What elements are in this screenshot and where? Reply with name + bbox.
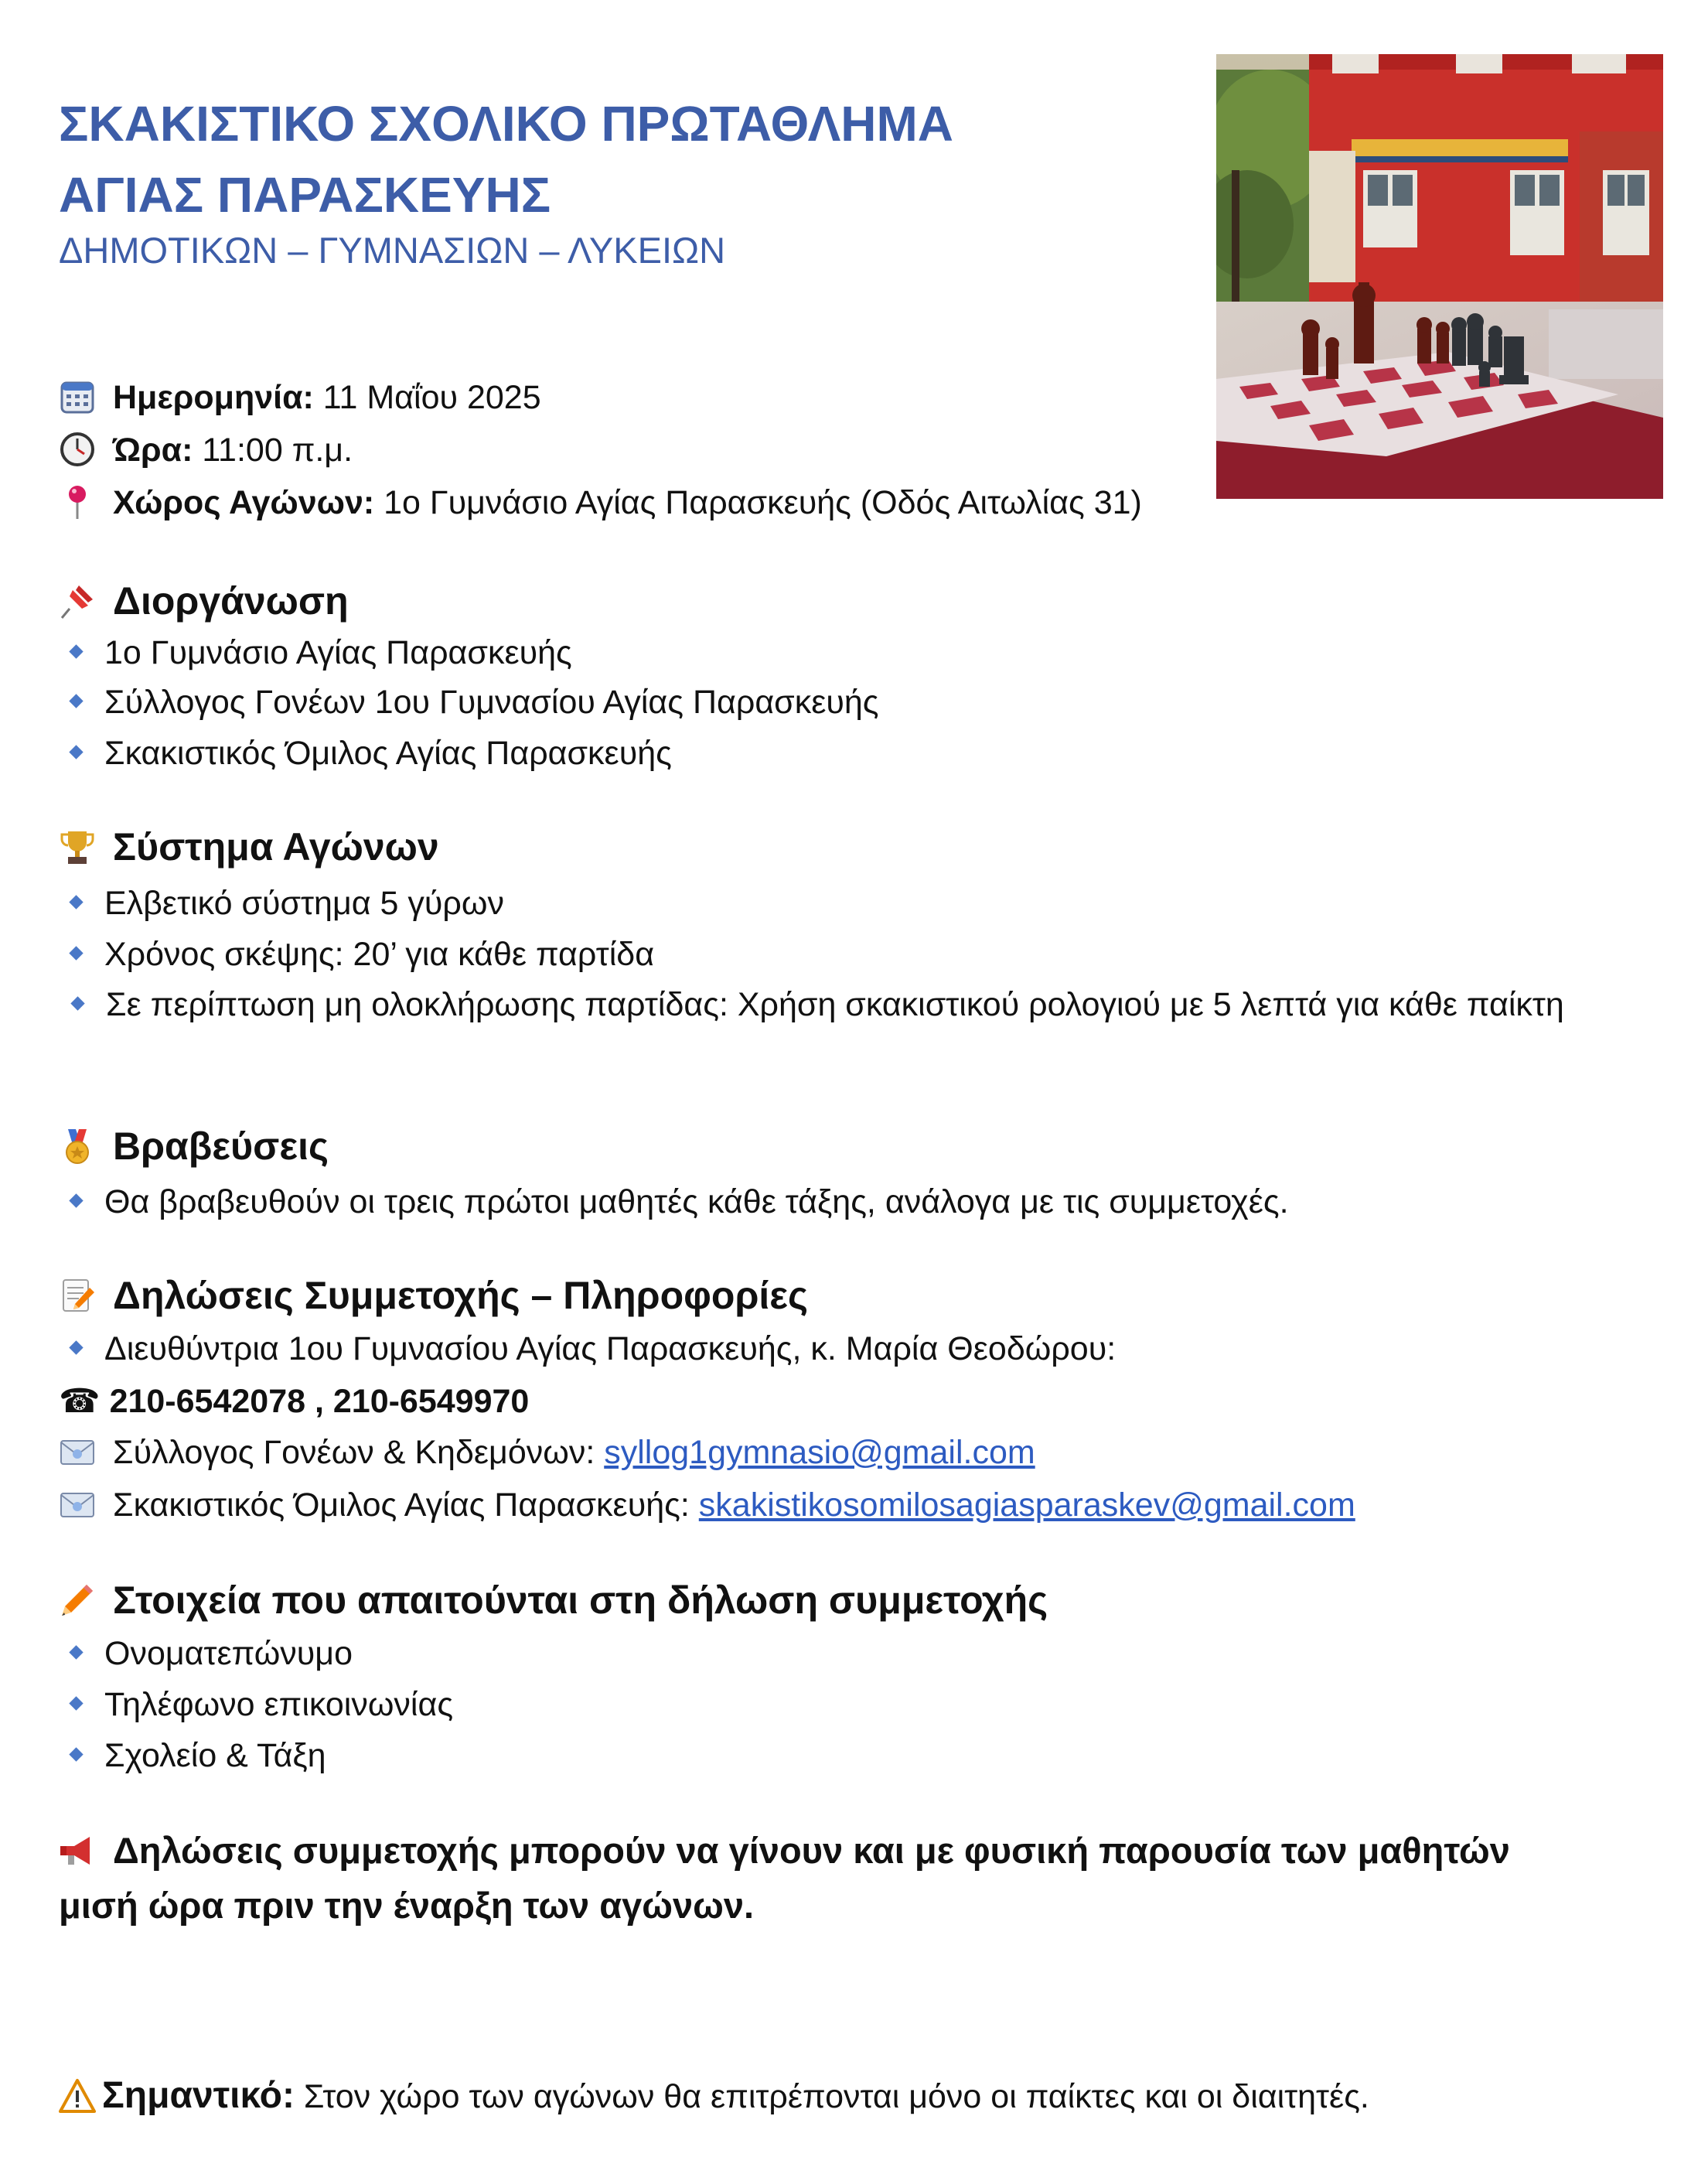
phone-numbers: 210-6542078 , 210-6549970 (109, 1383, 530, 1420)
clock-icon (59, 431, 96, 468)
list-item-text: Ονοματεπώνυμο (104, 1635, 353, 1672)
date-row (59, 379, 541, 418)
phone-row (59, 1383, 529, 1421)
list-item-text: Σκακιστικός Όμιλος Αγίας Παρασκευής (104, 735, 672, 772)
important-label: Σημαντικό: (102, 2075, 295, 2116)
medal-icon (59, 1128, 96, 1165)
time-label: Ώρα: (113, 432, 193, 469)
list-item-text: 1ο Γυμνάσιο Αγίας Παρασκευής (104, 634, 572, 671)
venue-row (59, 484, 1142, 524)
club-email-link[interactable]: skakistikosomilosagiasparaskev@gmail.com (698, 1486, 1355, 1524)
envelope-icon (59, 1433, 96, 1470)
page-subtitle: ΔΗΜΟΤΙΚΩΝ – ΓΥΜΝΑΣΙΩΝ – ΛΥΚΕΙΩΝ (59, 230, 726, 271)
list-item-text: Σύλλογος Γονέων 1ου Γυμνασίου Αγίας Παρασκευής (104, 684, 879, 721)
system-heading-text: Σύστημα Αγώνων (113, 825, 439, 869)
bullet-diamond-icon (69, 1747, 83, 1761)
pin-icon (59, 582, 96, 619)
memo-icon (59, 1277, 96, 1314)
list-item-wrapped (59, 981, 1567, 1029)
venue-label: Χώρος Αγώνων: (113, 484, 375, 521)
awards-heading (59, 1125, 329, 1168)
list-item-text: Χρόνος σκέψης: 20’ για κάθε παρτίδα (104, 936, 655, 973)
bullet-diamond-icon (69, 946, 83, 960)
bullet-diamond-icon (69, 1340, 83, 1354)
page-title-line2: ΑΓΙΑΣ ΠΑΡΑΣΚΕΥΗΣ (59, 167, 551, 223)
list-item (71, 1183, 1289, 1221)
bullet-diamond-icon (69, 745, 83, 759)
bullet-diamond-icon (69, 895, 83, 909)
list-item (71, 684, 879, 722)
awards-heading-text: Βραβεύσεις (113, 1125, 329, 1168)
organization-heading (59, 580, 349, 623)
club-label: Σκακιστικός Όμιλος Αγίας Παρασκευής: (113, 1486, 699, 1524)
list-item (71, 634, 572, 672)
parents-label: Σύλλογος Γονέων & Κηδεμόνων: (113, 1434, 605, 1471)
trophy-icon (59, 828, 96, 865)
megaphone-icon (59, 1832, 96, 1869)
warning-icon (59, 2077, 96, 2114)
list-item-text: Τηλέφωνο επικοινωνίας (104, 1686, 454, 1723)
list-item (71, 1330, 1116, 1368)
bullet-diamond-icon (69, 694, 83, 708)
announcement-text: Δηλώσεις συμμετοχής μπορούν να γίνουν και με φυσική παρουσία των μαθητών μισή ώρα πριν την έναρξη των αγώνων. (59, 1830, 1510, 1926)
school-chess-painting (1216, 54, 1663, 499)
registration-heading (59, 1275, 808, 1317)
important-note (59, 2074, 1369, 2118)
date-value: 11 Μαΐου 2025 (313, 379, 541, 416)
list-item (71, 1635, 353, 1673)
parents-email-row (59, 1434, 1035, 1473)
list-item (71, 936, 654, 974)
list-item (71, 1737, 326, 1775)
bullet-diamond-icon (69, 1645, 83, 1659)
venue-value: 1ο Γυμνάσιο Αγίας Παρασκευής (Οδός Αιτωλίας 31) (374, 484, 1142, 521)
list-item-text: Θα βραβευθούν οι τρεις πρώτοι μαθητές κάθε τάξης, ανάλογα με τις συμμετοχές. (104, 1183, 1289, 1220)
list-item-text: Σχολείο & Τάξη (104, 1737, 326, 1774)
club-email-row (59, 1486, 1355, 1526)
bullet-diamond-icon (70, 996, 84, 1010)
list-item (71, 885, 504, 923)
pushpin-icon (59, 483, 96, 520)
bullet-diamond-icon (69, 1193, 83, 1207)
telephone-icon: ☎ (59, 1383, 101, 1420)
bullet-diamond-icon (69, 644, 83, 658)
list-item-text: Σε περίπτωση μη ολοκλήρωσης παρτίδας: Χρήση σκακιστικού ρολογιού με 5 λεπτά για κάθε παίκτη (106, 986, 1564, 1023)
calendar-icon (59, 378, 96, 415)
date-label: Ημερομηνία: (113, 379, 314, 416)
organization-heading-text: Διοργάνωση (113, 579, 349, 623)
important-text: Στον χώρο των αγώνων θα επιτρέπονται μόνο οι παίκτες και οι διαιτητές. (294, 2078, 1369, 2115)
system-heading (59, 826, 439, 869)
bullet-diamond-icon (69, 1696, 83, 1710)
pencil-icon (59, 1582, 96, 1619)
announcement (59, 1824, 1597, 1933)
list-item-text: Διευθύντρια 1ου Γυμνασίου Αγίας Παρασκευής, κ. Μαρία Θεοδώρου: (104, 1330, 1117, 1367)
list-item-text: Ελβετικό σύστημα 5 γύρων (104, 885, 504, 922)
parents-email-link[interactable]: syllog1gymnasio@gmail.com (604, 1434, 1035, 1471)
envelope-icon (59, 1486, 96, 1523)
list-item (71, 1686, 453, 1724)
list-item (71, 735, 672, 773)
page-title: ΣΚΑΚΙΣΤΙΚΟ ΣΧΟΛΙΚΟ ΠΡΩΤΑΘΛΗΜΑ (59, 96, 953, 152)
time-row (59, 432, 353, 471)
registration-heading-text: Δηλώσεις Συμμετοχής – Πληροφορίες (113, 1274, 809, 1317)
requirements-heading-text: Στοιχεία που απαιτούνται στη δήλωση συμμετοχής (113, 1579, 1048, 1622)
time-value: 11:00 π.μ. (193, 432, 353, 469)
requirements-heading (59, 1579, 1048, 1622)
